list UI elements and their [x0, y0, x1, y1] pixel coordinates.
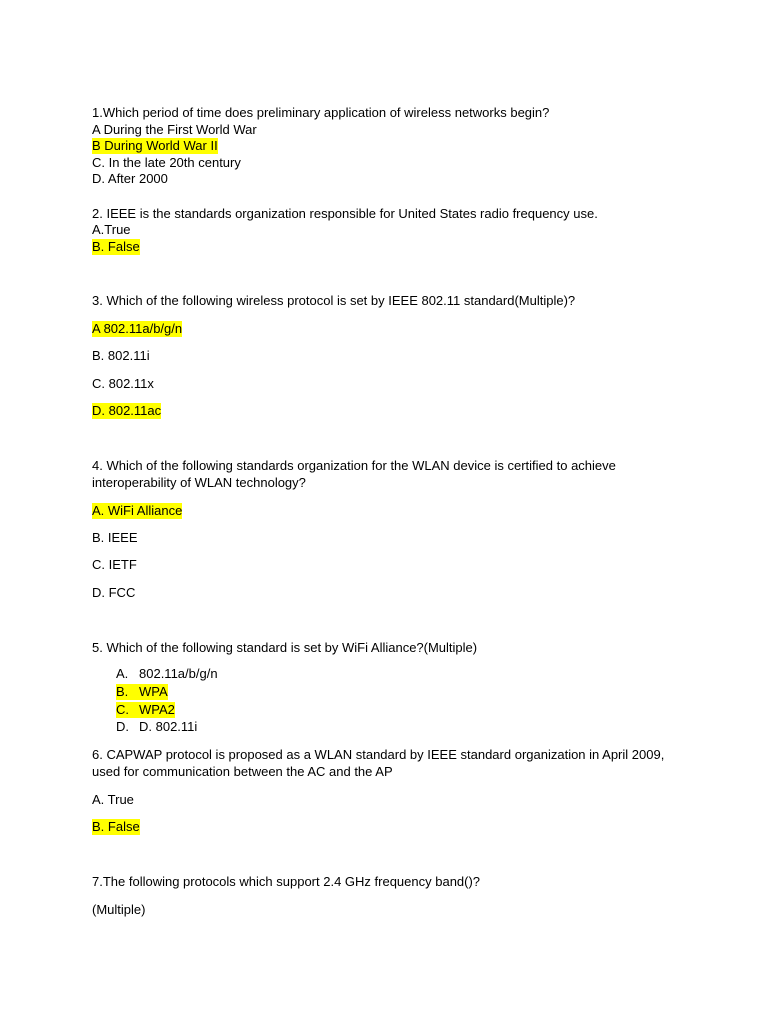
q3-option-a-highlighted: A 802.11a/b/g/n — [92, 321, 183, 336]
q1-option-c: C. In the late 20th century — [92, 155, 241, 170]
q5-option-d-text: D. 802.11i — [139, 719, 198, 734]
q6-question-line1: 6. CAPWAP protocol is proposed as a WLAN standard by IEEE standard organization in April 2009, — [92, 747, 665, 762]
q5-option-d-letter: D. — [116, 719, 129, 734]
q4-option-c: C. IETF — [92, 557, 137, 572]
q1-question: 1.Which period of time does preliminary application of wireless networks begin? — [92, 105, 550, 120]
q5-option-a-letter: A. — [116, 666, 129, 681]
q2-option-a: A.True — [92, 222, 131, 237]
q3-option-d-highlighted: D. 802.11ac — [92, 403, 162, 418]
q5-question: 5. Which of the following standard is set by WiFi Alliance?(Multiple) — [92, 640, 478, 655]
q1-option-d: D. After 2000 — [92, 171, 168, 186]
q7-question: 7.The following protocols which support 2.4 GHz frequency band()? — [92, 874, 481, 889]
q5-option-b-letter-highlighted: B. — [116, 684, 139, 700]
q3-option-c: C. 802.11x — [92, 376, 154, 391]
q3-question: 3. Which of the following wireless protocol is set by IEEE 802.11 standard(Multiple)? — [92, 293, 576, 308]
q2-option-b-highlighted: B. False — [92, 239, 140, 254]
q4-question-line1: 4. Which of the following standards organization for the WLAN device is certified to achieve — [92, 458, 616, 473]
q4-option-a-highlighted: A. WiFi Alliance — [92, 503, 183, 518]
q6-option-a: A. True — [92, 792, 134, 807]
q1-option-b-highlighted: B During World War II — [92, 138, 218, 153]
q7-multiple-note: (Multiple) — [92, 902, 146, 917]
q5-option-c-text-highlighted: WPA2 — [139, 702, 175, 717]
q2-question: 2. IEEE is the standards organization responsible for United States radio frequency use. — [92, 206, 598, 221]
q4-option-d: D. FCC — [92, 585, 136, 600]
q1-option-a: A During the First World War — [92, 122, 257, 137]
q6-question-line2: used for communication between the AC and the AP — [92, 764, 393, 779]
q4-option-b: B. IEEE — [92, 530, 138, 545]
q4-question-line2: interoperability of WLAN technology? — [92, 475, 306, 490]
q5-option-c-letter-highlighted: C. — [116, 702, 139, 718]
q5-option-b-text-highlighted: WPA — [139, 684, 168, 699]
q5-option-a-text: 802.11a/b/g/n — [139, 666, 218, 681]
q3-option-b: B. 802.11i — [92, 348, 150, 363]
q6-option-b-highlighted: B. False — [92, 819, 140, 834]
